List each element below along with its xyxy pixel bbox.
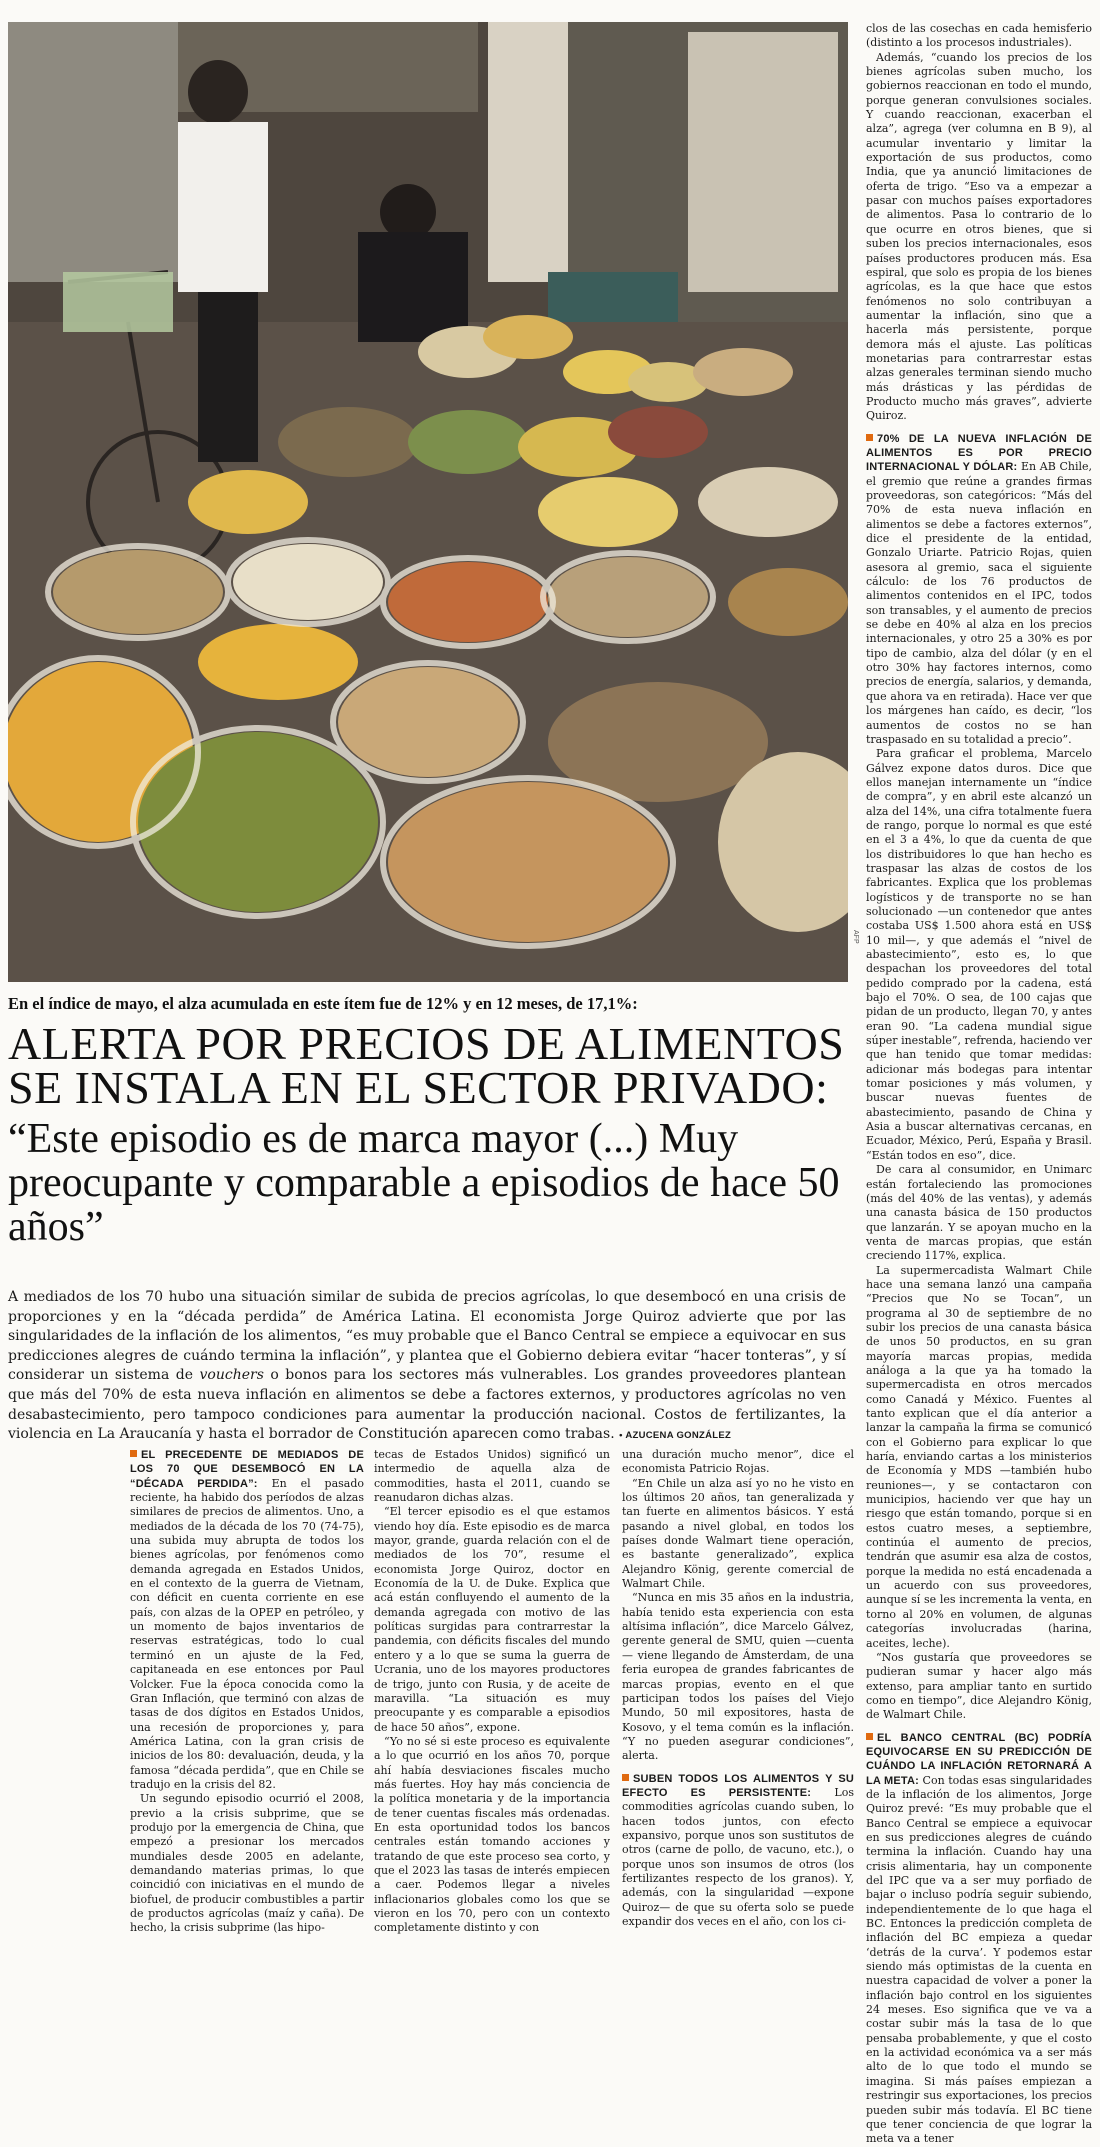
paragraph-text: En el pasado reciente, ha habido dos períodos de alzas similares de precios de alimentos. Uno, a mediados de la década de los 70 (74-75), una subida muy abrupta de todos los bienes agrícolas, por fenómenos como demanda agregada en Estados Unidos, en el contexto de la guerra de Vietnam, con déficit en cuenta corriente en ese país, con alzas de la OPEP en petróleo, y un momento de bajos inventarios de reservas estratégicas, todo lo cual terminó en un ajuste de la Fed, capitaneada en ese entonces por Paul Volcker. Fue la época conocida como la Gran Inflación, que terminó con alzas de tasas de dos dígitos en Estados Unidos, una recesión de proporciones y, para América Latina, con la gran crisis de inicios de los 80: devaluación, deuda, y la famosa “década perdida”, que en Chile se tradujo en la crisis del 82. (130, 1476, 365, 1791)
subheadline-quote: “Este episodio es de marca mayor (...) Muy preocupante y comparable a episodios de hace 50 años” (8, 1116, 840, 1250)
section-title-3: 70% DE LA NUEVA INFLACIÓN DE ALIMENTOS ES POR PRECIO INTERNACIONAL Y DÓLAR: (866, 432, 1092, 474)
paragraph (866, 1731, 1092, 2147)
paragraph: De cara al consumidor, en Unimarc están fortaleciendo las promociones (más del 40% de las ventas), y además una canasta básica de 150 productos que lanzarán. Y se apoyan mucho en la venta de marcas propias, que están creciendo 117%, explica. (866, 1163, 1092, 1263)
section-marker-icon (866, 1733, 873, 1740)
headline: ALERTA POR PRECIOS DE ALIMENTOS SE INSTALA EN EL SECTOR PRIVADO: (8, 1018, 845, 1113)
lead-text-1: A mediados de los 70 hubo una situación similar de subida de precios agrícolas, lo que desembocó en una crisis de proporciones y en la “década perdida” de América Latina. El economista Jorge Quiroz advierte que por las singularidades de la inflación de los alimentos, “es muy probable que el Banco Central se empiece a equivocar en sus predicciones alegres de cuándo termina la inflación”, y plantea que el Gobierno debiera evitar “hacer tonteras”, y sí considerar un sistema de (8, 1289, 846, 1384)
lead-text-2: o bonos para los sectores más vulnerables. Los grandes proveedores plantean que más del 70% de esta nueva inflación en alimentos se debe a factores externos, y productores agrícolas no ven desabastecimiento, pero tampoco condiciones para aumentar la producción nacional. Costos de fertilizantes, la violencia en La Araucanía y hasta el borrador de Constitución aparecen como trabas. (8, 1367, 846, 1443)
lead-vouchers: vouchers (199, 1367, 264, 1384)
paragraph: Además, “cuando los precios de los bienes agrícolas suben mucho, los gobiernos reaccionan en todo el mundo, porque generan convulsiones sociales. Y cuando reaccionan, exacerban el alza”, agrega (ver columna en B 9), al acumular inventario y limitar la exportación de sus productos, como India, que ya anunció limitaciones de oferta de trigo. “Eso va a empezar a pasar con muchos países exportadores de alimentos. Pasa lo contrario de lo que ocurre en otros bienes, que si suben los precios internacionales, esos países productores producen más. Esa espiral, que solo es propia de los bienes agrícolas, es la que hace que estos fenómenos no solo contribuyan a aumentar la inflación, sino que a hacerla más persistente, porque demora más el ajuste. Las políticas monetarias para contrarrestar estas alzas generales terminan siendo mucho más drásticas y las pérdidas de Producto mucho más graves”, advierte Quiroz. (866, 50, 1092, 423)
paragraph: Para graficar el problema, Marcelo Gálvez expone datos duros. Dice que ellos manejan internamente un “índice de compra”, y en abril este alcanzó un alza del 14%, una cifra totalmente fuera de rango, porque lo normal es que esté en el 3 a 4%, lo que da cuenta de que los distribuidores lo que han hecho es traspasar las alzas de costos de los fabricantes. Explica que los problemas logísticos y de transporte no se han solucionado —un contenedor que antes costaba US$ 1.500 ahora está en US$ 10 mil—, y que además el “nivel de abastecimiento”, esto es, lo que despachan los proveedores del total pedido comprado por la cadena, está bajo el 70%. O sea, de 100 cajas que pidan de un producto, llegan 70, y antes eran 90. “La cadena mundial sigue súper inestable”, refrenda, haciendo ver que han tenido que tomar medidas: adicionar más bodegas para intentar tomar posiciones y más volumen, y buscar nuevas fuentes de abastecimiento, pasando de China y Asia a buscar alternativas cercanas, en Ecuador, México, Perú, España y Brasil. “Están todos en eso”, dice. (866, 747, 1092, 1162)
paragraph: “Nunca en mis 35 años en la industria, había tenido esta experiencia con esta altísima inflación”, dice Marcelo Gálvez, gerente general de SMU, quien —cuenta— viene llegando de Ámsterdam, de una feria europea de grandes fabricantes de marcas propias, evento en el que participan todos los países del Viejo Mundo, 50 mil expositores, hasta de Kosovo, y el tema común es la inflación. “Y no pueden asegurar condiciones”, alerta. (622, 1591, 854, 1763)
paragraph-text: Con todas esas singularidades de la inflación de los alimentos, Jorge Quiroz prevé: “Es muy probable que el Banco Central se empiece a equivocar en sus predicciones alegres de cuándo termina la inflación. Cuando hay una crisis alimentaria, hay un componente del IPC que va a ser muy porfiado de bajar o incluso podría seguir subiendo, independientemente de lo que haga el BC. Entonces la predicción completa de inflación del BC empieza a quedar ‘detrás de la curva’. Y podemos estar siendo más optimistas de la cuenta en nuestra capacidad de volver a poner la inflación bajo control en los siguientes 24 meses. Eso significa que ve va a costar subir más la tasa de lo que pensaba probablemente, y que el costo en la actividad económica va a ser más alto de lo que todo el mundo se imagina. Si más países empiezan a restringir sus exportaciones, los precios pueden subir más todavía. El BC tiene que tener conciencia de que lograr la meta va a tener (866, 1773, 1093, 2146)
lead-paragraph (8, 1288, 846, 1446)
byline: • AZUCENA GONZÁLEZ (619, 1430, 732, 1442)
section-title-4: EL BANCO CENTRAL (BC) PODRÍA EQUIVOCARSE EN SU PREDICCIÓN DE CUÁNDO LA INFLACIÓN RETORNARÁ A LA META: (866, 1731, 1092, 1787)
section-title-2: SUBEN TODOS LOS ALIMENTOS Y SU EFECTO ES PERSISTENTE: (622, 1772, 854, 1799)
section-marker-icon (622, 1774, 629, 1781)
paragraph: clos de las cosechas en cada hemisferio (distinto a los procesos industriales). (866, 22, 1092, 50)
kicker: En el índice de mayo, el alza acumulada en este ítem fue de 12% y en 12 meses, de 17,1%: (8, 994, 638, 1013)
paragraph: “Nos gustaría que proveedores se pudieran sumar y hacer algo más extenso, para ampliar tanto en surtido como en tiempo”, dice Alejandro König, de Walmart Chile. (866, 1650, 1092, 1722)
market-photo (8, 22, 848, 982)
paragraph: tecas de Estados Unidos) significó un intermedio de aquella alza de commodities, hasta el 2011, cuando se reanudaron dichas alzas. (374, 1448, 610, 1505)
body-column-right (866, 22, 1092, 2147)
section-title-1: EL PRECEDENTE DE MEDIADOS DE LOS 70 QUE DESEMBOCÓ EN LA “DÉCADA PERDIDA”: (130, 1449, 364, 1490)
section-marker-icon (866, 434, 873, 441)
body-column-2 (374, 1448, 610, 1936)
paragraph: “En Chile un alza así yo no he visto en los últimos 20 años, tan generalizada y tan fuerte en alimentos básicos. Y está pasando a nivel global, en todos los países donde Walmart tiene operación, es bastante generalizado”, explica Alejandro König, gerente comercial de Walmart Chile. (622, 1476, 854, 1591)
paragraph: “El tercer episodio es el que estamos viendo hoy día. Este episodio es de marca mayor, grande, guarda relación con el de mediados de los 70”, resume el economista Jorge Quiroz, doctor en Economía de la U. de Duke. Explica que acá están confluyendo el aumento de la demanda agregada con motivo de las políticas surgidas para contrarrestar la pandemia, con déficits fiscales del mundo entero y a lo que se suma la guerra de Ucrania, uno de los mayores productores de trigo, junto con Rusia, y de aceite de maravilla. “La situación es muy preocupante y es comparable a episodios de hace 50 años”, expone. (374, 1505, 610, 1734)
paragraph-text: Los commodities agrícolas cuando suben, lo hacen todos juntos, con efecto expansivo, porque unos son sustitutos de otros (carne de pollo, de vacuno, etc.), o porque unos son insumos de otros (los fertilizantes respecto de los granos). Y, además, con la singularidad —expone Quiroz— de que su oferta solo se puede expandir dos veces en el año, con los ci- (622, 1785, 854, 1928)
section-marker-icon (130, 1450, 137, 1457)
paragraph (130, 1448, 364, 1792)
paragraph-text: En AB Chile, el gremio que reúne a grandes firmas proveedoras, son categóricos: “Más del 70% de esta nueva inflación en alimentos se debe a factores externos”, dice el presidente de la entidad, Gonzalo Uriarte. Patricio Rojas, quien asesora al gremio, saca el siguiente cálculo: de los 76 productos de alimentos contenidos en el IPC, todos son transables, y el aumento de precios se debe en 40% al alza en los precios internacionales, y otro 25 a 30% es por tipo de cambio, alza del dólar (y en el otro 30% hay factores internos, como precios de energía, salarios, y demanda, que ahora va en retirada). Hace ver que los márgenes han caído, es decir, “los aumentos de costos no se han traspasado en su totalidad a precio”. (866, 460, 1093, 746)
grain-sacks-illustration (8, 22, 848, 982)
paragraph: La supermercadista Walmart Chile hace una semana lanzó una campaña “Precios que No se Tocan”, un programa al 30 de septiembre de no subir los precios de una canasta básica de unos 50 productos, en su gran mayoría marcas propias, medida análoga a la que ya ha tomado la supermercadista en otros mercados como Canadá y México. Fuentes al tanto explican que el día anterior a lanzar la campaña la firma se comunicó con el Gobierno para explicar lo que haría, enviando cartas a los ministerios de Economía y MDS —también hubo reuniones—, y se contactaron con municipios, haciendo ver que hay un riesgo que están tomando, porque si en estos cuatro meses, a septiembre, continúa el aumento de precios, tendrán que asumir esa alza de costos, porque la medida no está encadenada a un acuerdo con sus proveedores, aunque sí se les incrementa la venta, en torno al 20% en volumen, de algunas categorías involucradas (harina, aceites, leche). (866, 1263, 1092, 1650)
paragraph: Un segundo episodio ocurrió el 2008, previo a la crisis subprime, que se produjo por la emergencia de China, que empezó a presionar los mercados mundiales desde 2005 en adelante, demandando materias primas, lo que coincidió con iniciativas en el mundo de biofuel, de producir combustibles a partir de productos agrícolas (maíz y caña). De hecho, la crisis subprime (las hipo- (130, 1792, 364, 1935)
photo-credit: AFP (852, 930, 859, 944)
paragraph (866, 432, 1092, 748)
paragraph: una duración mucho menor”, dice el economista Patricio Rojas. (622, 1448, 854, 1476)
paragraph (622, 1772, 854, 1930)
body-column-1 (130, 1448, 364, 1936)
paragraph: “Yo no sé si este proceso es equivalente a lo que ocurrió en los años 70, porque ahí había desviaciones fiscales mucho más fuertes. Hoy hay más conciencia de la política monetaria y de la importancia de tener cuentas fiscales más ordenadas. En esta oportunidad todos los bancos centrales están tomando acciones y tratando de que este proceso sea corto, y que el 2023 las tasas de interés empiecen a caer. Podemos llegar a niveles inflacionarios globales como los que se vieron en los 70, pero con un contexto completamente distinto y con (374, 1734, 610, 1935)
body-column-3 (622, 1448, 854, 1929)
